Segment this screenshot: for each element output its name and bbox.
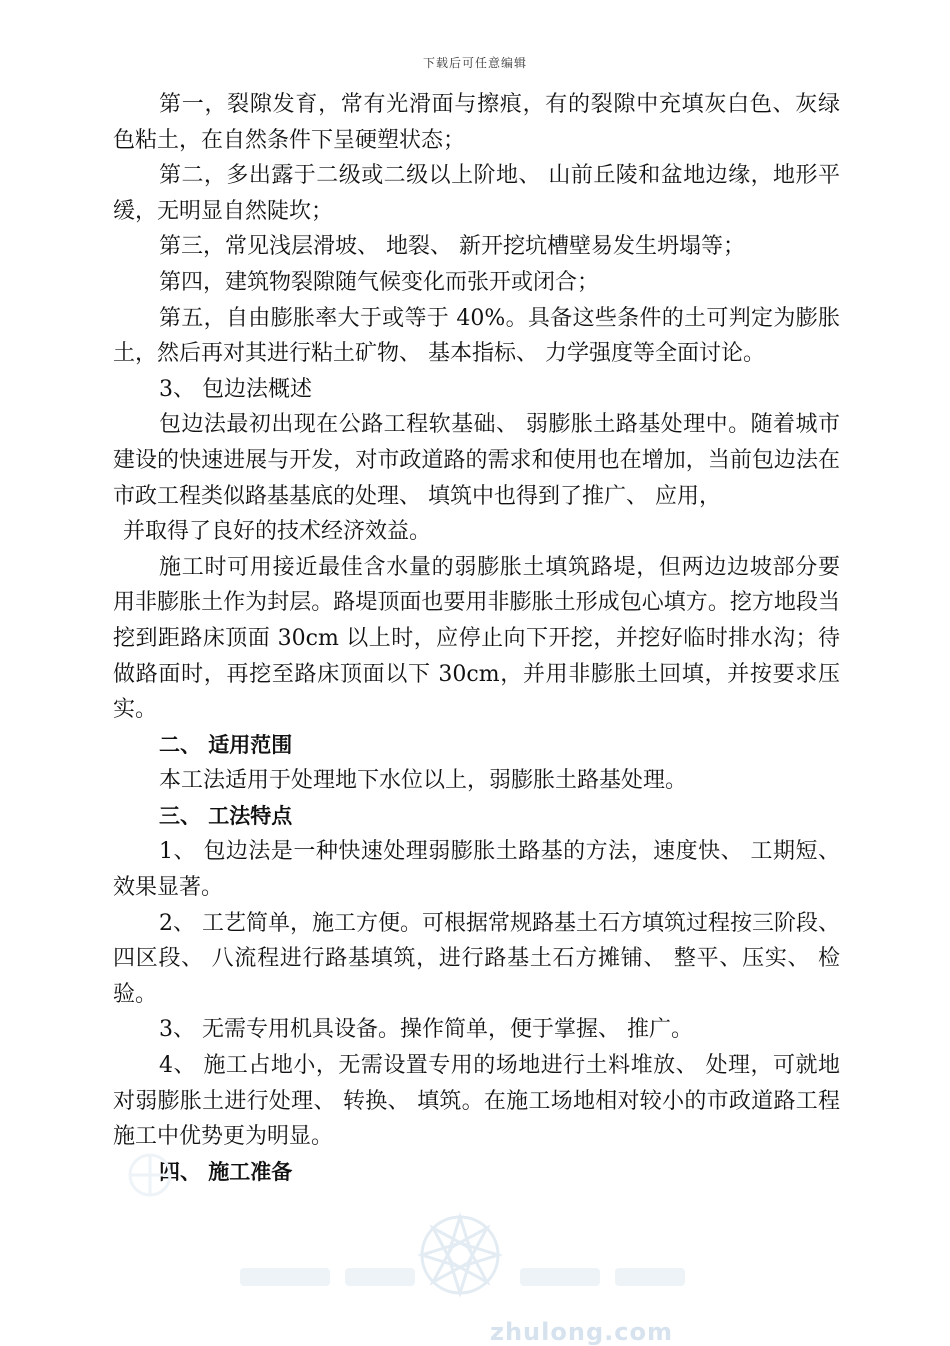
paragraph-scope: 本工法适用于处理地下水位以上，弱膨胀土路基处理。 xyxy=(159,768,688,794)
paragraph-criterion-3: 第三，常见浅层滑坡、 地裂、 新开挖坑槽壁易发生坍塌等； xyxy=(159,234,745,260)
paragraph-feature-2: 2、 工艺简单，施工方便。可根据常规路基土石方填筑过程按三阶段、 四区段、 八流程进行路基填筑，进行路基土石方摊铺、 整平、压实、 检验。 xyxy=(113,910,840,1007)
section-heading-features: 三、 工法特点 xyxy=(159,803,293,828)
section-heading-scope: 二、 适用范围 xyxy=(159,732,293,757)
paragraph-overview: 包边法最初出现在公路工程软基础、 弱膨胀土路基处理中。随着城市建设的快速进展与开发，对市政道路的需求和使用也在增加，当前包边法在市政工程类似路基基底的处理、 填筑中也得到了推广、 应用， xyxy=(113,412,840,509)
document-body xyxy=(113,87,840,1190)
paragraph-criterion-2: 第二，多出露于二级或二级以上阶地、 山前丘陵和盆地边缘，地形平缓，无明显自然陡坎； xyxy=(113,163,840,224)
paragraph-feature-3: 3、 无需专用机具设备。操作简单，便于掌握、 推广。 xyxy=(159,1017,693,1043)
paragraph-criterion-4: 第四，建筑物裂隙随气候变化而张开或闭合； xyxy=(159,269,600,295)
subheading-overview: 3、 包边法概述 xyxy=(159,376,312,402)
page-header: 下载后可任意编辑 xyxy=(422,56,527,70)
paragraph-overview-end: 并取得了良好的技术经济效益。 xyxy=(123,519,432,545)
watermark-text: zhulong.com xyxy=(490,1318,673,1346)
paragraph-feature-4: 4、 施工占地小，无需设置专用的场地进行土料堆放、 处理，可就地对弱膨胀土进行处理、 转换、 填筑。在施工场地相对较小的市政道路工程施工中优势更为明显。 xyxy=(113,1053,840,1150)
paragraph-construction: 施工时可用接近最佳含水量的弱膨胀土填筑路堤，但两边边坡部分要用非膨胀土作为封层。路堤顶面也要用非膨胀土形成包心填方。挖方地段当挖到距路床顶面 30cm 以上时，应停止向下开挖，并挖好临时排水沟；待做路面时，再挖至路床顶面以下 30cm，并用非膨胀土回填，并按要求压实。 xyxy=(113,554,840,723)
paragraph-criterion-1: 第一，裂隙发育，常有光滑面与擦痕，有的裂隙中充填灰白色、灰绿色粘土，在自然条件下呈硬塑状态； xyxy=(113,92,840,153)
paragraph-criterion-5: 第五，自由膨胀率大于或等于 40%。具备这些条件的土可判定为膨胀土，然后再对其进行粘土矿物、 基本指标、 力学强度等全面讨论。 xyxy=(113,305,840,367)
paragraph-feature-1: 1、 包边法是一种快速处理弱膨胀土路基的方法，速度快、 工期短、 效果显著。 xyxy=(113,839,840,901)
section-heading-preparation: 四、 施工准备 xyxy=(159,1159,293,1184)
